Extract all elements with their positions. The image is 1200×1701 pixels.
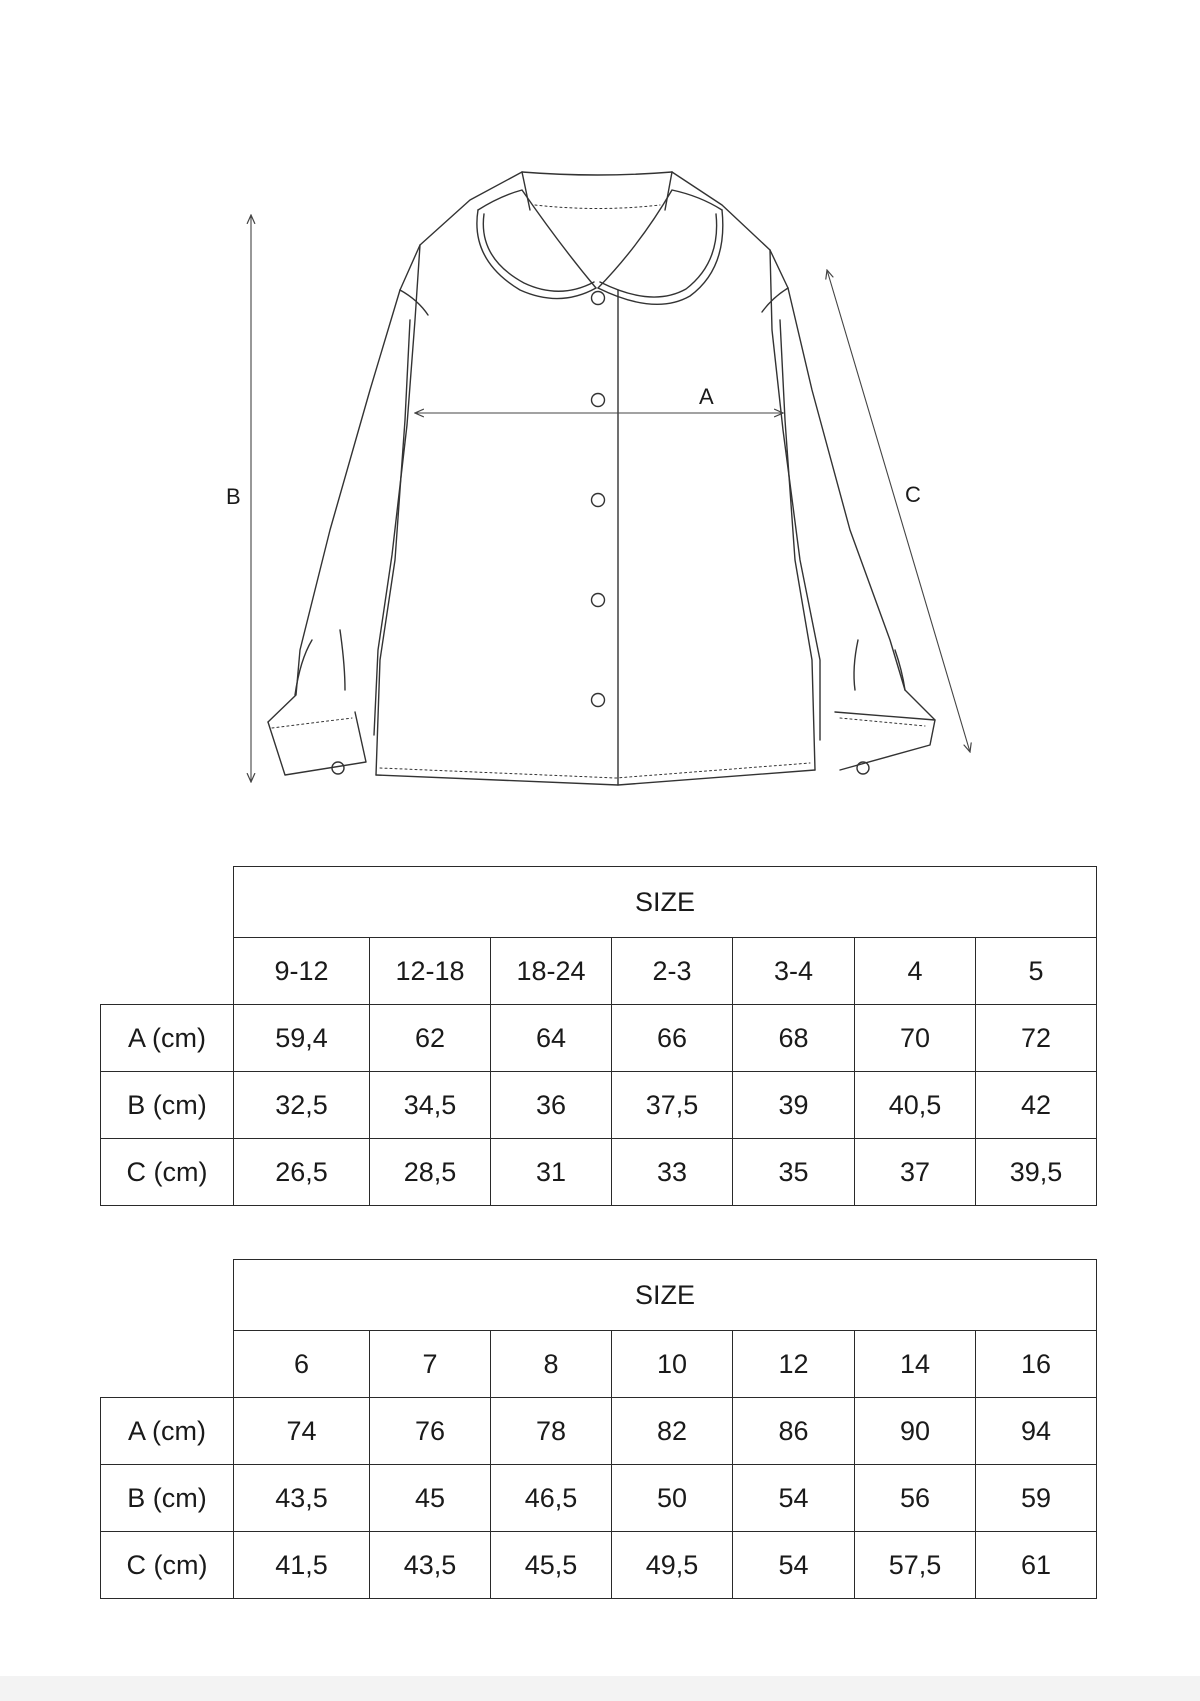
button xyxy=(592,292,605,305)
table-cell: 45 xyxy=(370,1465,491,1532)
page-bottom-edge xyxy=(0,1676,1200,1701)
size-cell: 9-12 xyxy=(234,938,370,1005)
table-cell: 36 xyxy=(491,1072,612,1139)
right-cuff xyxy=(835,712,935,770)
table-cell: 40,5 xyxy=(855,1072,976,1139)
dimension-c-line xyxy=(827,270,970,752)
table-cell: 64 xyxy=(491,1005,612,1072)
table-cell: 43,5 xyxy=(370,1532,491,1599)
table-cell: 46,5 xyxy=(491,1465,612,1532)
table-cell: 49,5 xyxy=(612,1532,733,1599)
size-cell: 3-4 xyxy=(733,938,855,1005)
size-cell: 14 xyxy=(855,1331,976,1398)
table-cell: 68 xyxy=(733,1005,855,1072)
table-cell: 34,5 xyxy=(370,1072,491,1139)
table-cell: 76 xyxy=(370,1398,491,1465)
table-cell: 56 xyxy=(855,1465,976,1532)
table-cell: 66 xyxy=(612,1005,733,1072)
table-cell: 90 xyxy=(855,1398,976,1465)
table-cell: 54 xyxy=(733,1532,855,1599)
shirt-technical-drawing xyxy=(0,0,1200,800)
row-label: A (cm) xyxy=(101,1005,234,1072)
table-cell: 62 xyxy=(370,1005,491,1072)
row-label: C (cm) xyxy=(101,1139,234,1206)
button xyxy=(592,594,605,607)
table-row xyxy=(101,1072,1097,1139)
size-cell: 16 xyxy=(976,1331,1097,1398)
size-cell: 18-24 xyxy=(491,938,612,1005)
button xyxy=(592,694,605,707)
size-cell: 6 xyxy=(234,1331,370,1398)
size-cell: 5 xyxy=(976,938,1097,1005)
table-cell: 82 xyxy=(612,1398,733,1465)
table-cell: 94 xyxy=(976,1398,1097,1465)
table-cell: 28,5 xyxy=(370,1139,491,1206)
table-row xyxy=(101,1532,1097,1599)
size-cell: 7 xyxy=(370,1331,491,1398)
table-cell: 72 xyxy=(976,1005,1097,1072)
table-cell: 54 xyxy=(733,1465,855,1532)
table-cell: 59,4 xyxy=(234,1005,370,1072)
table-cell: 31 xyxy=(491,1139,612,1206)
table-cell: 39 xyxy=(733,1072,855,1139)
left-collar xyxy=(477,210,596,299)
row-label: C (cm) xyxy=(101,1532,234,1599)
size-values-row xyxy=(101,938,1097,1005)
size-header-row xyxy=(101,867,1097,938)
table-cell: 33 xyxy=(612,1139,733,1206)
size-cell: 10 xyxy=(612,1331,733,1398)
size-table xyxy=(100,1259,1097,1599)
button xyxy=(592,494,605,507)
dimension-c-label: C xyxy=(905,482,921,507)
table-row xyxy=(101,1005,1097,1072)
size-header: SIZE xyxy=(234,1260,1097,1331)
table-cell: 41,5 xyxy=(234,1532,370,1599)
table-cell: 70 xyxy=(855,1005,976,1072)
table-cell: 39,5 xyxy=(976,1139,1097,1206)
table-cell: 78 xyxy=(491,1398,612,1465)
table-cell: 37,5 xyxy=(612,1072,733,1139)
table-cell: 74 xyxy=(234,1398,370,1465)
table-cell: 50 xyxy=(612,1465,733,1532)
size-cell: 8 xyxy=(491,1331,612,1398)
table-cell: 59 xyxy=(976,1465,1097,1532)
size-cell: 4 xyxy=(855,938,976,1005)
row-label: B (cm) xyxy=(101,1465,234,1532)
table-cell: 37 xyxy=(855,1139,976,1206)
size-values-row xyxy=(101,1331,1097,1398)
table-cell: 57,5 xyxy=(855,1532,976,1599)
row-label: A (cm) xyxy=(101,1398,234,1465)
row-label: B (cm) xyxy=(101,1072,234,1139)
size-table xyxy=(100,866,1097,1206)
cuff-button xyxy=(332,762,344,774)
size-cell: 12-18 xyxy=(370,938,491,1005)
size-header-row xyxy=(101,1260,1097,1331)
table-cell: 42 xyxy=(976,1072,1097,1139)
table-row xyxy=(101,1139,1097,1206)
button xyxy=(592,394,605,407)
table-cell: 26,5 xyxy=(234,1139,370,1206)
size-header: SIZE xyxy=(234,867,1097,938)
table-cell: 43,5 xyxy=(234,1465,370,1532)
table-cell: 32,5 xyxy=(234,1072,370,1139)
size-cell: 2-3 xyxy=(612,938,733,1005)
table-row xyxy=(101,1465,1097,1532)
table-cell: 45,5 xyxy=(491,1532,612,1599)
table-cell: 61 xyxy=(976,1532,1097,1599)
dimension-b-label: B xyxy=(226,484,241,509)
table-row xyxy=(101,1398,1097,1465)
table-cell: 86 xyxy=(733,1398,855,1465)
size-cell: 12 xyxy=(733,1331,855,1398)
table-cell: 35 xyxy=(733,1139,855,1206)
dimension-a-label: A xyxy=(699,384,714,409)
left-cuff xyxy=(268,712,366,775)
right-collar xyxy=(598,210,723,304)
garment-diagram xyxy=(0,0,1200,800)
